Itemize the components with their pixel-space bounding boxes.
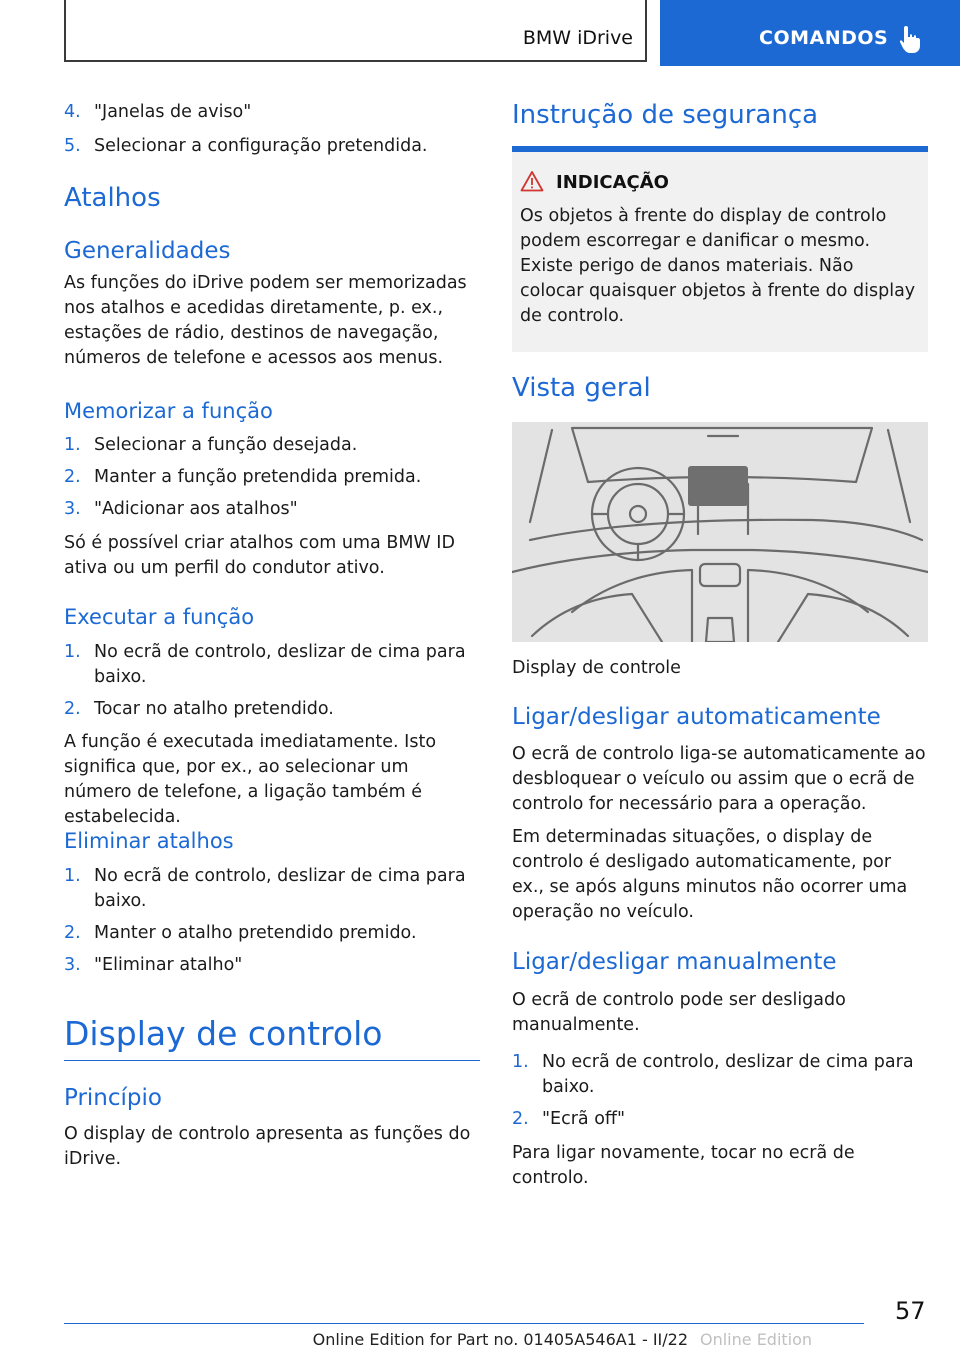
list-item: 1. Selecionar a função desejada.: [64, 435, 358, 455]
continued-steps: [64, 100, 480, 159]
list-item: 2. Tocar no atalho pretendido.: [64, 699, 334, 719]
heading-memorizar: Memorizar a função: [64, 399, 273, 423]
section-label: COMANDOS: [759, 27, 889, 49]
heading-display-de-controlo: Display de controlo: [64, 1014, 383, 1053]
list-item: 4. "Janelas de aviso": [64, 102, 252, 122]
dashboard-illustration: [512, 422, 928, 642]
list-item: 3. "Adicionar aos atalhos": [64, 499, 298, 519]
footer-divider: [64, 1323, 864, 1324]
page-header: [0, 0, 960, 66]
notice-box: [512, 152, 928, 352]
pointing-hand-icon: [897, 24, 925, 54]
header-title-box: [64, 0, 647, 62]
executar-steps: [64, 640, 480, 722]
dashboard-line-drawing: [512, 422, 928, 642]
principio-text: O display de controlo apresenta as funções do iDrive.: [64, 1124, 471, 1169]
eliminar-steps: [64, 864, 480, 978]
manual-steps: [512, 1050, 928, 1132]
heading-eliminar: Eliminar atalhos: [64, 829, 234, 853]
heading-executar: Executar a função: [64, 605, 255, 629]
auto-text-1: O ecrã de controlo liga-se automaticamente ao desbloquear o veículo ou assim que o ecrã de controlo for necessário para a operação.: [512, 744, 926, 814]
notice-text: Os objetos à frente do display de controlo podem escorregar e danificar o mesmo. Existe perigo de danos materiais. Não colocar quaisquer objetos à frente do display de controlo.: [520, 206, 916, 326]
heading-ligar-automatico: Ligar/desligar automaticamente: [512, 704, 881, 730]
memorizar-note: Só é possível criar atalhos com uma BMW ID ativa ou um perfil do condutor ativo.: [64, 533, 455, 578]
warning-triangle-icon: [520, 170, 544, 192]
header-title: BMW iDrive: [522, 27, 633, 49]
section-tab: [660, 0, 960, 66]
manual-text: O ecrã de controlo pode ser desligado manualmente.: [512, 990, 846, 1035]
heading-vista-geral: Vista geral: [512, 373, 651, 403]
heading-atalhos: Atalhos: [64, 183, 161, 213]
manual-note: Para ligar novamente, tocar no ecrã de controlo.: [512, 1143, 855, 1188]
auto-text-2: Em determinadas situações, o display de controlo é desligado automaticamente, por ex., se após alguns minutos não ocorrer uma operação no veículo.: [512, 827, 908, 922]
heading-principio: Princípio: [64, 1085, 162, 1111]
notice-title: INDICAÇÃO: [556, 172, 669, 193]
figure-caption: Display de controle: [512, 658, 681, 678]
list-item: 2. "Ecrã off": [512, 1109, 626, 1129]
list-item: 2. Manter a função pretendida premida.: [64, 467, 422, 487]
page-number: 57: [895, 1297, 926, 1325]
generalidades-text: As funções do iDrive podem ser memorizadas nos atalhos e acedidas diretamente, p. ex., estações de rádio, destinos de navegação, números de telefone e acessos aos menus.: [64, 273, 467, 368]
footer-edition: Online Edition for Part no. 01405A546A1 - II/22: [312, 1330, 688, 1349]
executar-note: A função é executada imediatamente. Isto significa que, por ex., ao selecionar um número de telefone, a ligação também é estabelecida.: [64, 732, 437, 827]
memorizar-steps: [64, 433, 480, 522]
list-item: 5. Selecionar a configuração pretendida.: [64, 136, 428, 156]
list-item: 1. No ecrã de controlo, deslizar de cima para baixo.: [64, 866, 466, 911]
section-divider: [64, 1060, 480, 1061]
watermark: Online Edition: [700, 1330, 813, 1349]
list-item: 1. No ecrã de controlo, deslizar de cima para baixo.: [512, 1052, 914, 1097]
list-item: 1. No ecrã de controlo, deslizar de cima para baixo.: [64, 642, 466, 687]
heading-ligar-manual: Ligar/desligar manualmente: [512, 949, 837, 975]
list-item: 3. "Eliminar atalho": [64, 955, 243, 975]
list-item: 2. Manter o atalho pretendido premido.: [64, 923, 417, 943]
heading-generalidades: Generalidades: [64, 238, 231, 264]
heading-seguranca: Instrução de segurança: [512, 100, 819, 130]
